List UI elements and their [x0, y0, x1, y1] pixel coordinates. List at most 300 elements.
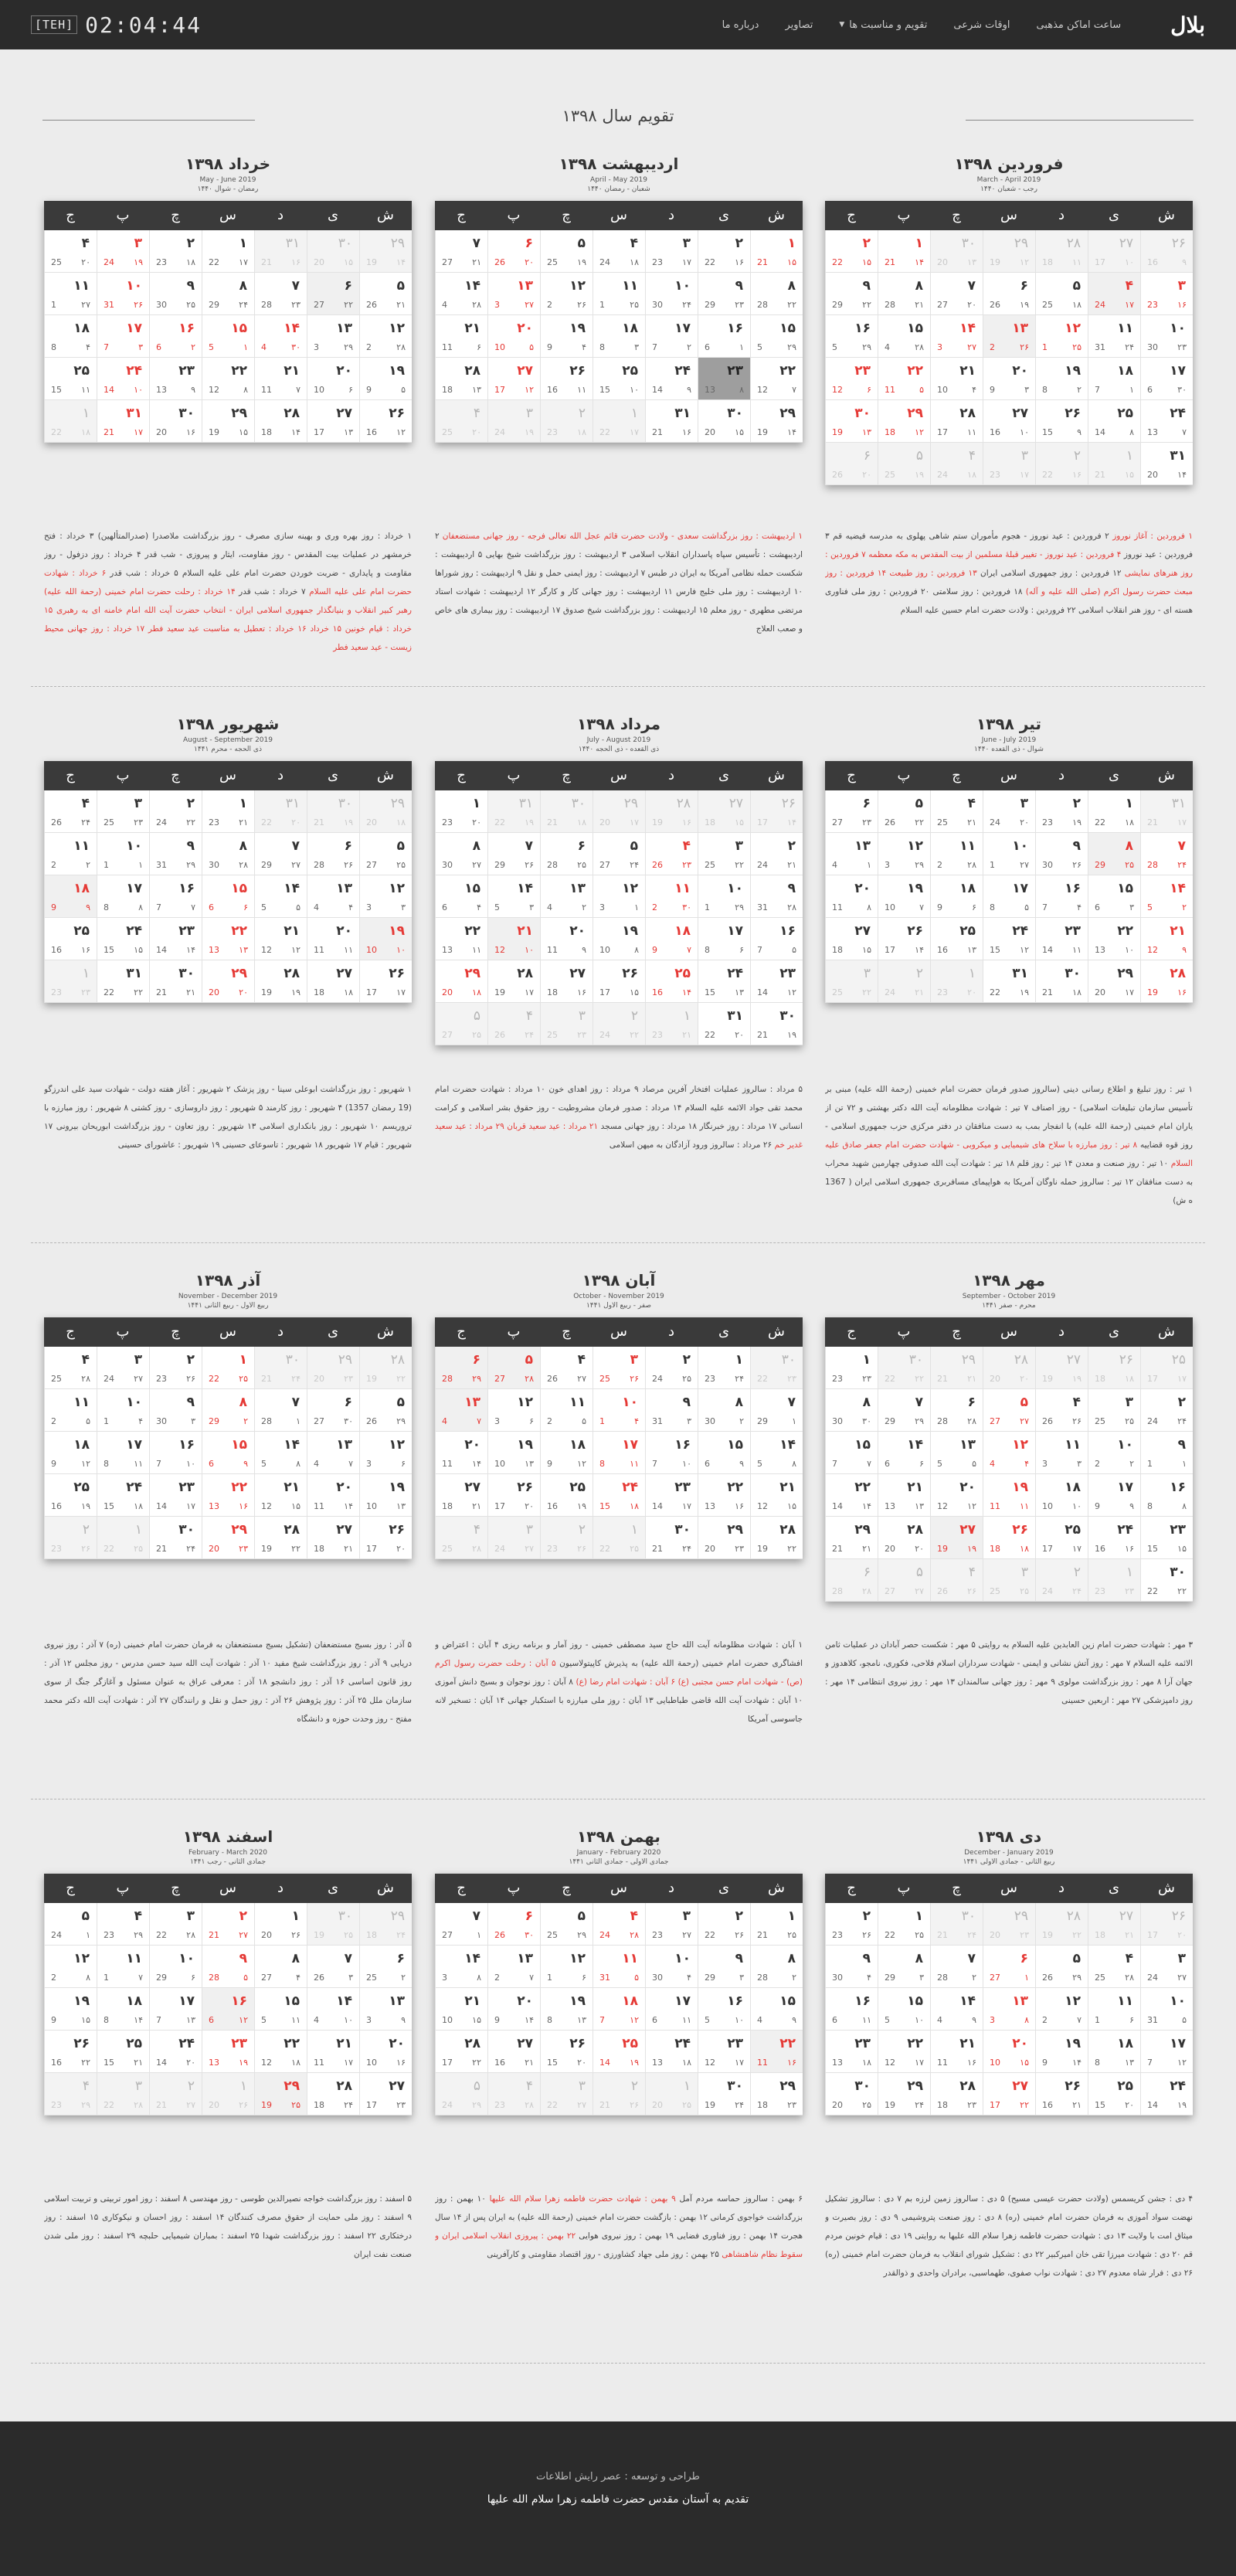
day-cell[interactable] — [593, 1003, 645, 1045]
day-cell[interactable] — [878, 1389, 930, 1432]
day-cell[interactable] — [1035, 315, 1088, 358]
nav-religious-clock[interactable] — [1036, 19, 1121, 31]
day-cell[interactable] — [825, 1903, 878, 1946]
day-cell[interactable] — [750, 1474, 803, 1517]
day-cell[interactable] — [307, 1946, 359, 1988]
day-cell[interactable] — [44, 273, 97, 315]
day-cell[interactable] — [359, 2073, 412, 2116]
day-cell[interactable] — [698, 1474, 750, 1517]
day-cell[interactable] — [254, 1347, 307, 1389]
day-cell[interactable] — [825, 230, 878, 273]
nav-calendar-events[interactable] — [839, 19, 927, 31]
day-cell[interactable] — [750, 315, 803, 358]
day-cell[interactable] — [750, 790, 803, 833]
day-cell[interactable] — [540, 273, 593, 315]
day-cell[interactable] — [359, 1946, 412, 1988]
day-cell[interactable] — [540, 960, 593, 1003]
day-cell[interactable] — [645, 1347, 698, 1389]
day-cell[interactable] — [359, 875, 412, 918]
day-cell[interactable] — [750, 230, 803, 273]
day-cell[interactable] — [983, 1988, 1035, 2031]
day-cell[interactable] — [202, 875, 254, 918]
day-cell[interactable] — [97, 315, 149, 358]
day-cell[interactable] — [487, 2073, 540, 2116]
day-cell[interactable] — [487, 1946, 540, 1988]
day-cell[interactable] — [698, 2073, 750, 2116]
day-cell[interactable] — [435, 1946, 487, 1988]
day-cell[interactable] — [698, 960, 750, 1003]
day-cell[interactable] — [44, 1474, 97, 1517]
day-cell[interactable] — [983, 315, 1035, 358]
day-cell[interactable] — [825, 2031, 878, 2073]
day-cell[interactable] — [645, 315, 698, 358]
day-cell[interactable] — [359, 358, 412, 400]
day-cell[interactable] — [435, 2073, 487, 2116]
day-cell[interactable] — [930, 230, 983, 273]
day-cell[interactable] — [645, 400, 698, 443]
day-cell[interactable] — [1035, 358, 1088, 400]
day-cell[interactable] — [540, 2031, 593, 2073]
day-cell[interactable] — [44, 1389, 97, 1432]
day-cell[interactable] — [983, 918, 1035, 960]
day-cell[interactable] — [97, 1347, 149, 1389]
day-cell[interactable] — [359, 1474, 412, 1517]
day-cell[interactable] — [1088, 1474, 1140, 1517]
day-cell[interactable] — [44, 918, 97, 960]
day-cell[interactable] — [540, 833, 593, 875]
day-cell[interactable] — [825, 2073, 878, 2116]
day-cell[interactable] — [750, 833, 803, 875]
day-cell[interactable] — [645, 1389, 698, 1432]
day-cell[interactable] — [540, 1946, 593, 1988]
day-cell[interactable] — [487, 400, 540, 443]
day-cell[interactable] — [307, 230, 359, 273]
day-cell[interactable] — [97, 1389, 149, 1432]
day-cell[interactable] — [593, 875, 645, 918]
day-cell[interactable] — [435, 1432, 487, 1474]
day-cell[interactable] — [435, 230, 487, 273]
day-cell[interactable] — [825, 918, 878, 960]
day-cell[interactable] — [825, 315, 878, 358]
day-cell[interactable] — [930, 1517, 983, 1559]
day-cell[interactable] — [149, 2073, 202, 2116]
day-cell[interactable] — [540, 918, 593, 960]
day-cell[interactable] — [878, 1432, 930, 1474]
day-cell[interactable] — [487, 1903, 540, 1946]
day-cell[interactable] — [930, 1559, 983, 1602]
day-cell[interactable] — [435, 1517, 487, 1559]
day-cell[interactable] — [44, 315, 97, 358]
day-cell[interactable] — [645, 1432, 698, 1474]
day-cell[interactable] — [698, 1432, 750, 1474]
day-cell[interactable] — [645, 875, 698, 918]
day-cell[interactable] — [435, 315, 487, 358]
day-cell[interactable] — [983, 1946, 1035, 1988]
day-cell[interactable] — [487, 273, 540, 315]
day-cell[interactable] — [983, 790, 1035, 833]
day-cell[interactable] — [44, 230, 97, 273]
day-cell[interactable] — [983, 1432, 1035, 1474]
day-cell[interactable] — [540, 2073, 593, 2116]
day-cell[interactable] — [930, 960, 983, 1003]
day-cell[interactable] — [254, 1903, 307, 1946]
day-cell[interactable] — [307, 358, 359, 400]
day-cell[interactable] — [44, 960, 97, 1003]
day-cell[interactable] — [930, 1988, 983, 2031]
day-cell[interactable] — [202, 1347, 254, 1389]
day-cell[interactable] — [540, 1432, 593, 1474]
day-cell[interactable] — [878, 960, 930, 1003]
day-cell[interactable] — [254, 2073, 307, 2116]
day-cell[interactable] — [435, 918, 487, 960]
day-cell[interactable] — [983, 358, 1035, 400]
day-cell[interactable] — [202, 790, 254, 833]
day-cell[interactable] — [435, 2031, 487, 2073]
day-cell[interactable] — [540, 1517, 593, 1559]
day-cell[interactable] — [487, 875, 540, 918]
day-cell[interactable] — [593, 833, 645, 875]
day-cell[interactable] — [698, 400, 750, 443]
day-cell[interactable] — [1140, 790, 1193, 833]
day-cell[interactable] — [645, 918, 698, 960]
day-cell[interactable] — [698, 273, 750, 315]
day-cell[interactable] — [878, 875, 930, 918]
day-cell[interactable] — [1140, 833, 1193, 875]
day-cell[interactable] — [359, 230, 412, 273]
day-cell[interactable] — [1035, 1903, 1088, 1946]
day-cell[interactable] — [202, 2073, 254, 2116]
day-cell[interactable] — [149, 875, 202, 918]
day-cell[interactable] — [97, 960, 149, 1003]
day-cell[interactable] — [254, 1432, 307, 1474]
day-cell[interactable] — [1088, 960, 1140, 1003]
day-cell[interactable] — [1140, 230, 1193, 273]
day-cell[interactable] — [983, 443, 1035, 485]
day-cell[interactable] — [1035, 1988, 1088, 2031]
day-cell[interactable] — [878, 443, 930, 485]
day-cell[interactable] — [435, 1988, 487, 2031]
day-cell[interactable] — [930, 1389, 983, 1432]
day-cell[interactable] — [254, 1474, 307, 1517]
day-cell[interactable] — [878, 1946, 930, 1988]
day-cell[interactable] — [435, 1003, 487, 1045]
day-cell[interactable] — [487, 1432, 540, 1474]
day-cell[interactable] — [593, 1474, 645, 1517]
day-cell[interactable] — [825, 1988, 878, 2031]
day-cell[interactable] — [307, 1903, 359, 1946]
day-cell[interactable] — [97, 358, 149, 400]
day-cell[interactable] — [359, 1347, 412, 1389]
day-cell[interactable] — [149, 1903, 202, 1946]
day-cell[interactable] — [44, 1517, 97, 1559]
day-cell[interactable] — [645, 790, 698, 833]
day-cell[interactable] — [149, 315, 202, 358]
day-cell[interactable] — [645, 2031, 698, 2073]
day-cell[interactable] — [750, 358, 803, 400]
day-cell[interactable] — [698, 1946, 750, 1988]
day-cell[interactable] — [698, 1347, 750, 1389]
day-cell[interactable] — [202, 273, 254, 315]
day-cell[interactable] — [750, 918, 803, 960]
day-cell[interactable] — [97, 2031, 149, 2073]
day-cell[interactable] — [1035, 1559, 1088, 1602]
day-cell[interactable] — [540, 358, 593, 400]
day-cell[interactable] — [540, 1988, 593, 2031]
day-cell[interactable] — [359, 960, 412, 1003]
day-cell[interactable] — [750, 1903, 803, 1946]
day-cell[interactable] — [1140, 443, 1193, 485]
day-cell[interactable] — [149, 1988, 202, 2031]
day-cell[interactable] — [983, 1347, 1035, 1389]
day-cell[interactable] — [540, 1474, 593, 1517]
day-cell[interactable] — [97, 400, 149, 443]
day-cell[interactable] — [359, 1432, 412, 1474]
day-cell[interactable] — [540, 790, 593, 833]
day-cell[interactable] — [149, 1946, 202, 1988]
day-cell[interactable] — [1140, 2073, 1193, 2116]
day-cell[interactable] — [825, 1347, 878, 1389]
day-cell[interactable] — [359, 273, 412, 315]
day-cell[interactable] — [359, 833, 412, 875]
day-cell[interactable] — [149, 1432, 202, 1474]
day-cell[interactable] — [97, 1474, 149, 1517]
day-cell[interactable] — [254, 960, 307, 1003]
day-cell[interactable] — [1035, 1946, 1088, 1988]
day-cell[interactable] — [487, 1474, 540, 1517]
day-cell[interactable] — [435, 358, 487, 400]
day-cell[interactable] — [1088, 790, 1140, 833]
day-cell[interactable] — [825, 790, 878, 833]
day-cell[interactable] — [825, 1517, 878, 1559]
day-cell[interactable] — [202, 1517, 254, 1559]
day-cell[interactable] — [1088, 358, 1140, 400]
day-cell[interactable] — [698, 315, 750, 358]
day-cell[interactable] — [97, 2073, 149, 2116]
day-cell[interactable] — [254, 875, 307, 918]
day-cell[interactable] — [149, 1389, 202, 1432]
day-cell[interactable] — [44, 1946, 97, 1988]
day-cell[interactable] — [1035, 1389, 1088, 1432]
day-cell[interactable] — [202, 2031, 254, 2073]
day-cell[interactable] — [307, 1988, 359, 2031]
day-cell[interactable] — [930, 2073, 983, 2116]
day-cell[interactable] — [254, 833, 307, 875]
day-cell[interactable] — [1140, 1559, 1193, 1602]
day-cell[interactable] — [540, 315, 593, 358]
day-cell[interactable] — [1088, 875, 1140, 918]
day-cell[interactable] — [359, 918, 412, 960]
day-cell[interactable] — [750, 960, 803, 1003]
day-cell[interactable] — [307, 1432, 359, 1474]
day-cell[interactable] — [878, 1474, 930, 1517]
day-cell[interactable] — [1035, 1474, 1088, 1517]
day-cell[interactable] — [983, 833, 1035, 875]
day-cell[interactable] — [983, 1559, 1035, 1602]
day-cell[interactable] — [645, 273, 698, 315]
day-cell[interactable] — [307, 400, 359, 443]
day-cell[interactable] — [593, 273, 645, 315]
day-cell[interactable] — [645, 1988, 698, 2031]
day-cell[interactable] — [435, 790, 487, 833]
day-cell[interactable] — [825, 1432, 878, 1474]
day-cell[interactable] — [307, 875, 359, 918]
day-cell[interactable] — [1088, 230, 1140, 273]
day-cell[interactable] — [930, 875, 983, 918]
day-cell[interactable] — [435, 1389, 487, 1432]
day-cell[interactable] — [435, 273, 487, 315]
day-cell[interactable] — [435, 833, 487, 875]
day-cell[interactable] — [825, 1474, 878, 1517]
day-cell[interactable] — [359, 1389, 412, 1432]
day-cell[interactable] — [1035, 1517, 1088, 1559]
day-cell[interactable] — [1088, 1946, 1140, 1988]
day-cell[interactable] — [1035, 875, 1088, 918]
day-cell[interactable] — [307, 1347, 359, 1389]
day-cell[interactable] — [149, 833, 202, 875]
day-cell[interactable] — [359, 315, 412, 358]
day-cell[interactable] — [487, 918, 540, 960]
day-cell[interactable] — [1088, 1903, 1140, 1946]
day-cell[interactable] — [878, 400, 930, 443]
day-cell[interactable] — [44, 875, 97, 918]
day-cell[interactable] — [97, 230, 149, 273]
day-cell[interactable] — [487, 790, 540, 833]
day-cell[interactable] — [149, 400, 202, 443]
day-cell[interactable] — [645, 358, 698, 400]
day-cell[interactable] — [750, 2073, 803, 2116]
day-cell[interactable] — [44, 1347, 97, 1389]
day-cell[interactable] — [1140, 2031, 1193, 2073]
day-cell[interactable] — [1140, 1946, 1193, 1988]
day-cell[interactable] — [97, 790, 149, 833]
day-cell[interactable] — [930, 273, 983, 315]
day-cell[interactable] — [97, 1517, 149, 1559]
day-cell[interactable] — [254, 400, 307, 443]
day-cell[interactable] — [983, 2031, 1035, 2073]
day-cell[interactable] — [44, 2073, 97, 2116]
day-cell[interactable] — [750, 1988, 803, 2031]
day-cell[interactable] — [202, 315, 254, 358]
day-cell[interactable] — [1088, 1559, 1140, 1602]
day-cell[interactable] — [750, 1946, 803, 1988]
day-cell[interactable] — [97, 875, 149, 918]
day-cell[interactable] — [825, 960, 878, 1003]
day-cell[interactable] — [44, 1903, 97, 1946]
day-cell[interactable] — [698, 790, 750, 833]
day-cell[interactable] — [149, 273, 202, 315]
day-cell[interactable] — [983, 875, 1035, 918]
day-cell[interactable] — [540, 400, 593, 443]
day-cell[interactable] — [149, 960, 202, 1003]
day-cell[interactable] — [359, 1517, 412, 1559]
day-cell[interactable] — [930, 400, 983, 443]
day-cell[interactable] — [1140, 1432, 1193, 1474]
day-cell[interactable] — [593, 315, 645, 358]
day-cell[interactable] — [750, 273, 803, 315]
day-cell[interactable] — [254, 918, 307, 960]
day-cell[interactable] — [645, 2073, 698, 2116]
day-cell[interactable] — [435, 875, 487, 918]
nav-about[interactable] — [722, 19, 759, 31]
day-cell[interactable] — [540, 1003, 593, 1045]
day-cell[interactable] — [487, 1347, 540, 1389]
day-cell[interactable] — [750, 1517, 803, 1559]
day-cell[interactable] — [202, 960, 254, 1003]
day-cell[interactable] — [487, 1003, 540, 1045]
day-cell[interactable] — [487, 2031, 540, 2073]
day-cell[interactable] — [1088, 2073, 1140, 2116]
site-logo[interactable]: بلال — [1170, 12, 1205, 38]
day-cell[interactable] — [750, 2031, 803, 2073]
day-cell[interactable] — [983, 273, 1035, 315]
day-cell[interactable] — [878, 1347, 930, 1389]
day-cell[interactable] — [540, 230, 593, 273]
day-cell[interactable] — [698, 358, 750, 400]
day-cell[interactable] — [97, 1432, 149, 1474]
day-cell[interactable] — [1088, 918, 1140, 960]
day-cell[interactable] — [307, 960, 359, 1003]
day-cell[interactable] — [1140, 358, 1193, 400]
day-cell[interactable] — [593, 230, 645, 273]
day-cell[interactable] — [930, 1946, 983, 1988]
nav-prayer-times[interactable] — [953, 19, 1010, 31]
day-cell[interactable] — [878, 1559, 930, 1602]
day-cell[interactable] — [698, 918, 750, 960]
day-cell[interactable] — [540, 875, 593, 918]
day-cell[interactable] — [878, 1903, 930, 1946]
day-cell[interactable] — [44, 1988, 97, 2031]
day-cell[interactable] — [1035, 2073, 1088, 2116]
day-cell[interactable] — [1088, 315, 1140, 358]
day-cell[interactable] — [930, 2031, 983, 2073]
day-cell[interactable] — [202, 400, 254, 443]
day-cell[interactable] — [307, 2073, 359, 2116]
day-cell[interactable] — [750, 1347, 803, 1389]
day-cell[interactable] — [593, 2031, 645, 2073]
day-cell[interactable] — [930, 918, 983, 960]
day-cell[interactable] — [1140, 1903, 1193, 1946]
day-cell[interactable] — [930, 1347, 983, 1389]
day-cell[interactable] — [645, 1003, 698, 1045]
day-cell[interactable] — [983, 400, 1035, 443]
day-cell[interactable] — [435, 1347, 487, 1389]
day-cell[interactable] — [698, 1389, 750, 1432]
day-cell[interactable] — [1035, 1347, 1088, 1389]
day-cell[interactable] — [307, 315, 359, 358]
day-cell[interactable] — [698, 230, 750, 273]
day-cell[interactable] — [930, 315, 983, 358]
day-cell[interactable] — [878, 2031, 930, 2073]
day-cell[interactable] — [202, 358, 254, 400]
day-cell[interactable] — [149, 1474, 202, 1517]
day-cell[interactable] — [593, 918, 645, 960]
day-cell[interactable] — [254, 1988, 307, 2031]
day-cell[interactable] — [1140, 918, 1193, 960]
day-cell[interactable] — [750, 1432, 803, 1474]
day-cell[interactable] — [1035, 443, 1088, 485]
day-cell[interactable] — [149, 790, 202, 833]
day-cell[interactable] — [825, 400, 878, 443]
day-cell[interactable] — [593, 1946, 645, 1988]
day-cell[interactable] — [1140, 875, 1193, 918]
day-cell[interactable] — [645, 833, 698, 875]
day-cell[interactable] — [435, 960, 487, 1003]
day-cell[interactable] — [1088, 273, 1140, 315]
day-cell[interactable] — [1088, 1432, 1140, 1474]
day-cell[interactable] — [1140, 1517, 1193, 1559]
day-cell[interactable] — [645, 230, 698, 273]
day-cell[interactable] — [254, 1946, 307, 1988]
